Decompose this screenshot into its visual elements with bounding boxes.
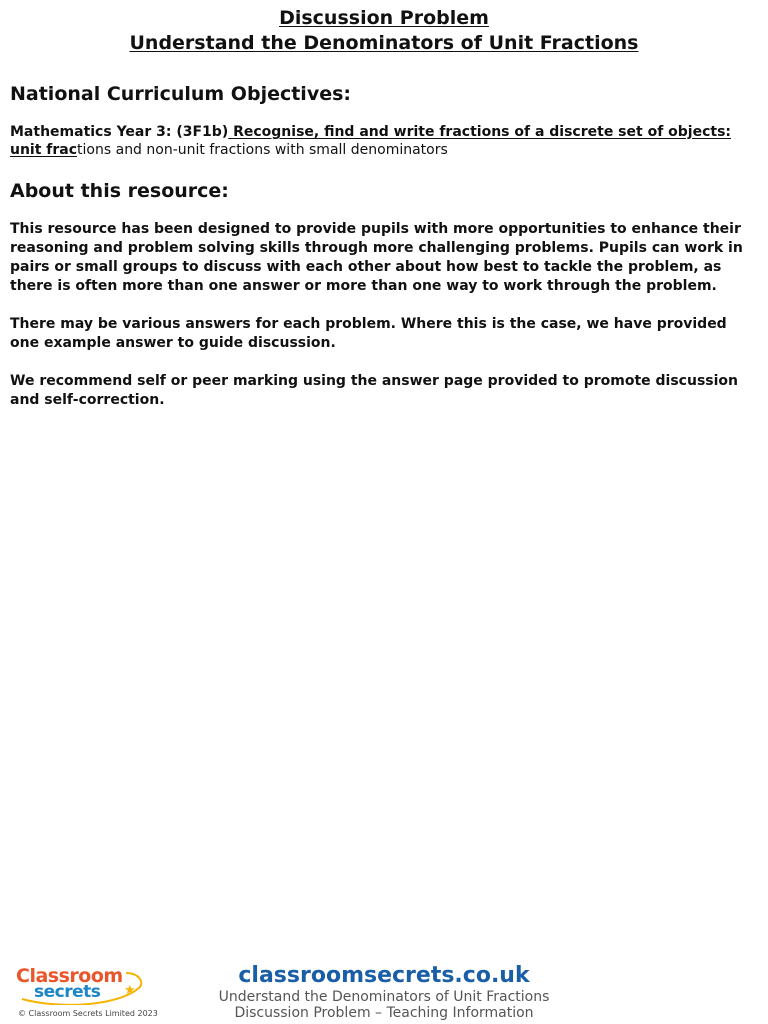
footer	[0, 963, 768, 1021]
objective-prefix: Mathematics Year 3: (3F1b)	[10, 124, 229, 140]
footer-subtitle-2: Discussion Problem – Teaching Information	[234, 1005, 534, 1021]
document-title	[0, 6, 768, 56]
about-paragraph-2: There may be various answers for each problem. Where this is the case, we have provided one example answer to guide discussion.	[10, 316, 727, 351]
logo-text-classroom: Classroom	[16, 965, 123, 987]
logo-text-secrets: secrets	[34, 982, 101, 1002]
objective-link[interactable]: Recognise, find and write fractions of a discrete set of objects: unit frac	[10, 124, 732, 158]
about-heading: About this resource:	[10, 180, 229, 202]
copyright-notice: © Classroom Secrets Limited 2023	[18, 1009, 158, 1018]
about-paragraph-1: This resource has been designed to provide pupils with more opportunities to enhance their reasoning and problem solving skills through more challenging problems. Pupils can work in pairs or small groups to discuss with each other about how best to tackle the problem, as there is often more than one answer or more than one way to work through the problem.	[10, 221, 743, 294]
title-line-2: Understand the Denominators of Unit Fractions	[129, 32, 639, 54]
footer-subtitle-1: Understand the Denominators of Unit Fractions	[218, 989, 550, 1005]
website-link[interactable]: classroomsecrets.co.uk	[238, 963, 530, 988]
curriculum-objective	[10, 123, 760, 159]
objective-tail: tions and non-unit fractions with small denominators	[77, 142, 448, 158]
star-icon: ★	[124, 983, 136, 998]
about-paragraph-3: We recommend self or peer marking using the answer page provided to promote discussion and self-correction.	[10, 373, 738, 408]
main-content	[10, 81, 760, 410]
curriculum-heading: National Curriculum Objectives:	[10, 83, 351, 105]
title-line-1: Discussion Problem	[279, 7, 489, 29]
